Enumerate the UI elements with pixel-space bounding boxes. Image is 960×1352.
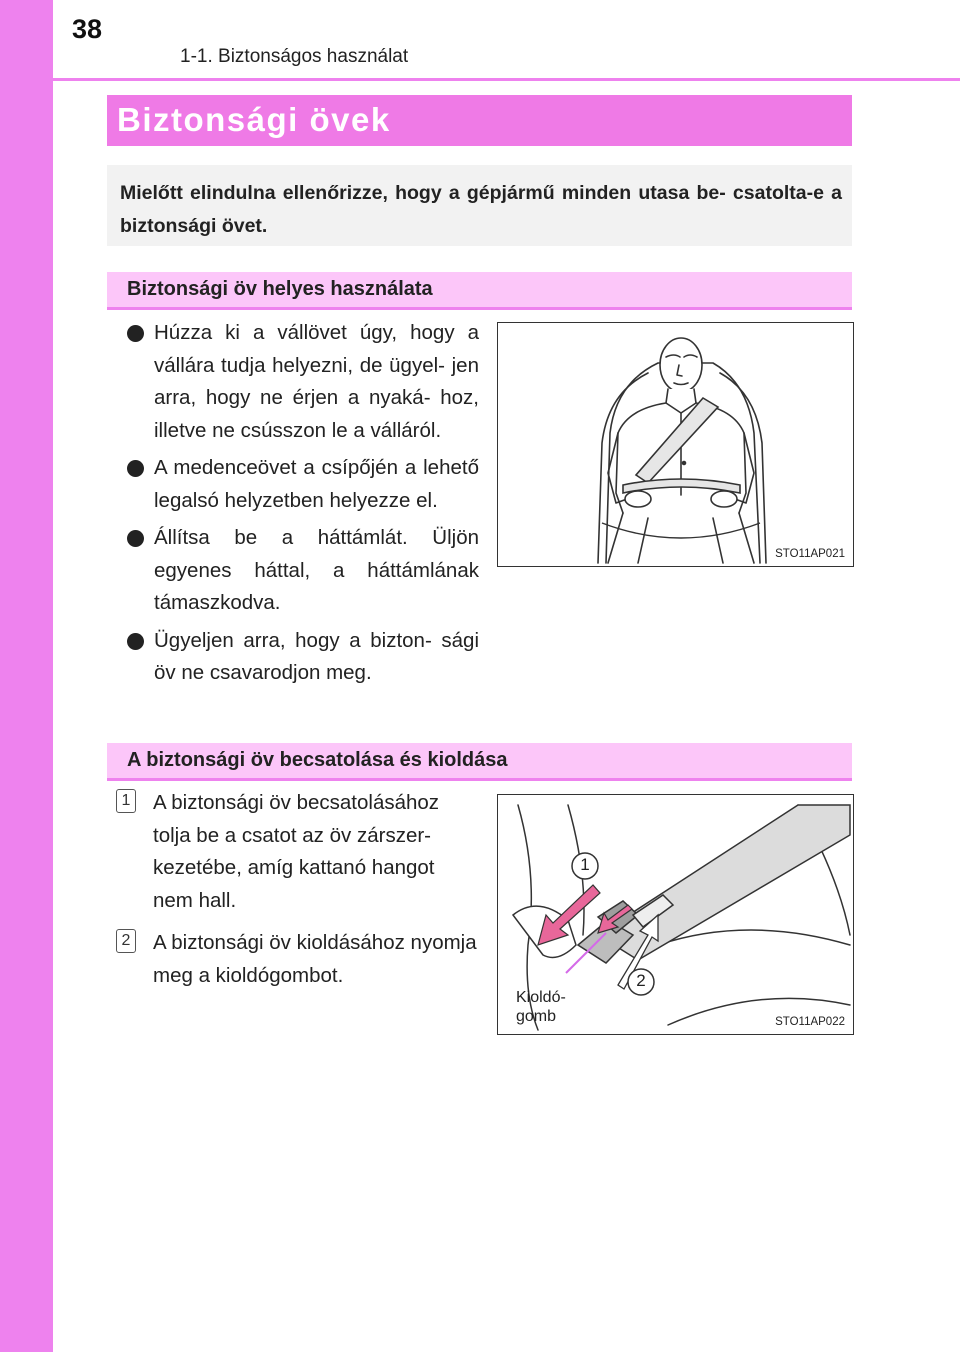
buckle-figure: [497, 794, 854, 1035]
bullet-dot-icon: [127, 633, 144, 650]
callout-2-icon: 2: [636, 971, 646, 990]
bullet-item: [127, 317, 479, 447]
step-number-icon: 1: [116, 789, 136, 813]
bullet-item: [127, 522, 479, 620]
step-text: A biztonsági öv kioldásához nyomja meg a kioldógombot.: [153, 931, 477, 987]
usage-heading: Biztonsági öv helyes használata: [127, 278, 433, 300]
release-button-label: Kioldó- gomb: [516, 989, 566, 1025]
usage-heading-bar: [107, 272, 852, 310]
bullet-text: A medenceövet a csípőjén a lehető legalsó helyzetben helyezze el.: [154, 456, 479, 512]
bullet-dot-icon: [127, 460, 144, 477]
figure-code-1: STO11AP021: [775, 548, 845, 560]
bullet-item: [127, 625, 479, 690]
seated-person-illustration: [498, 323, 853, 566]
section-title: Biztonsági övek: [117, 101, 391, 138]
bullet-dot-icon: [127, 325, 144, 342]
step-text: A biztonsági öv becsatolásához tolja be a csatot az öv zárszer- kezetébe, amíg kattanó hangot nem hall.: [153, 791, 440, 912]
header-rule: [53, 78, 960, 81]
bullet-item: [127, 452, 479, 517]
step-item: [113, 787, 478, 917]
bullet-text: Állítsa be a háttámlát. Üljön egyenes háttal, a háttámlának támaszkodva.: [154, 526, 479, 614]
intro-text: Mielőtt elindulna ellenőrizze, hogy a gépjármű minden utasa be- csatolta-e a biztonsági övet.: [120, 182, 842, 237]
figure-code-2: STO11AP022: [775, 1016, 845, 1028]
fastening-heading-bar: [107, 743, 852, 781]
callout-1-icon: 1: [580, 855, 590, 874]
side-color-strip: [0, 0, 53, 1352]
bullet-text: Ügyeljen arra, hogy a bizton- sági öv ne csavarodjon meg.: [154, 628, 479, 684]
intro-box: [107, 165, 852, 246]
bullet-dot-icon: [127, 530, 144, 547]
seated-belt-figure: [497, 322, 854, 567]
step-item: [113, 927, 478, 992]
fastening-steps: [113, 787, 478, 1002]
bullet-text: Húzza ki a vállövet úgy, hogy a vállára tudja helyezni, de ügyel- jen arra, hogy ne érjen a nyaká- hoz, illetve ne csússzon le a válláról.: [154, 321, 479, 442]
section-title-bar: [107, 95, 852, 146]
fastening-heading: A biztonsági öv becsatolása és kioldása: [127, 749, 508, 771]
usage-bullet-list: [127, 317, 479, 695]
step-number-icon: 2: [116, 929, 136, 953]
page-number: 38: [72, 14, 103, 44]
running-title: 1-1. Biztonságos használat: [180, 46, 409, 67]
